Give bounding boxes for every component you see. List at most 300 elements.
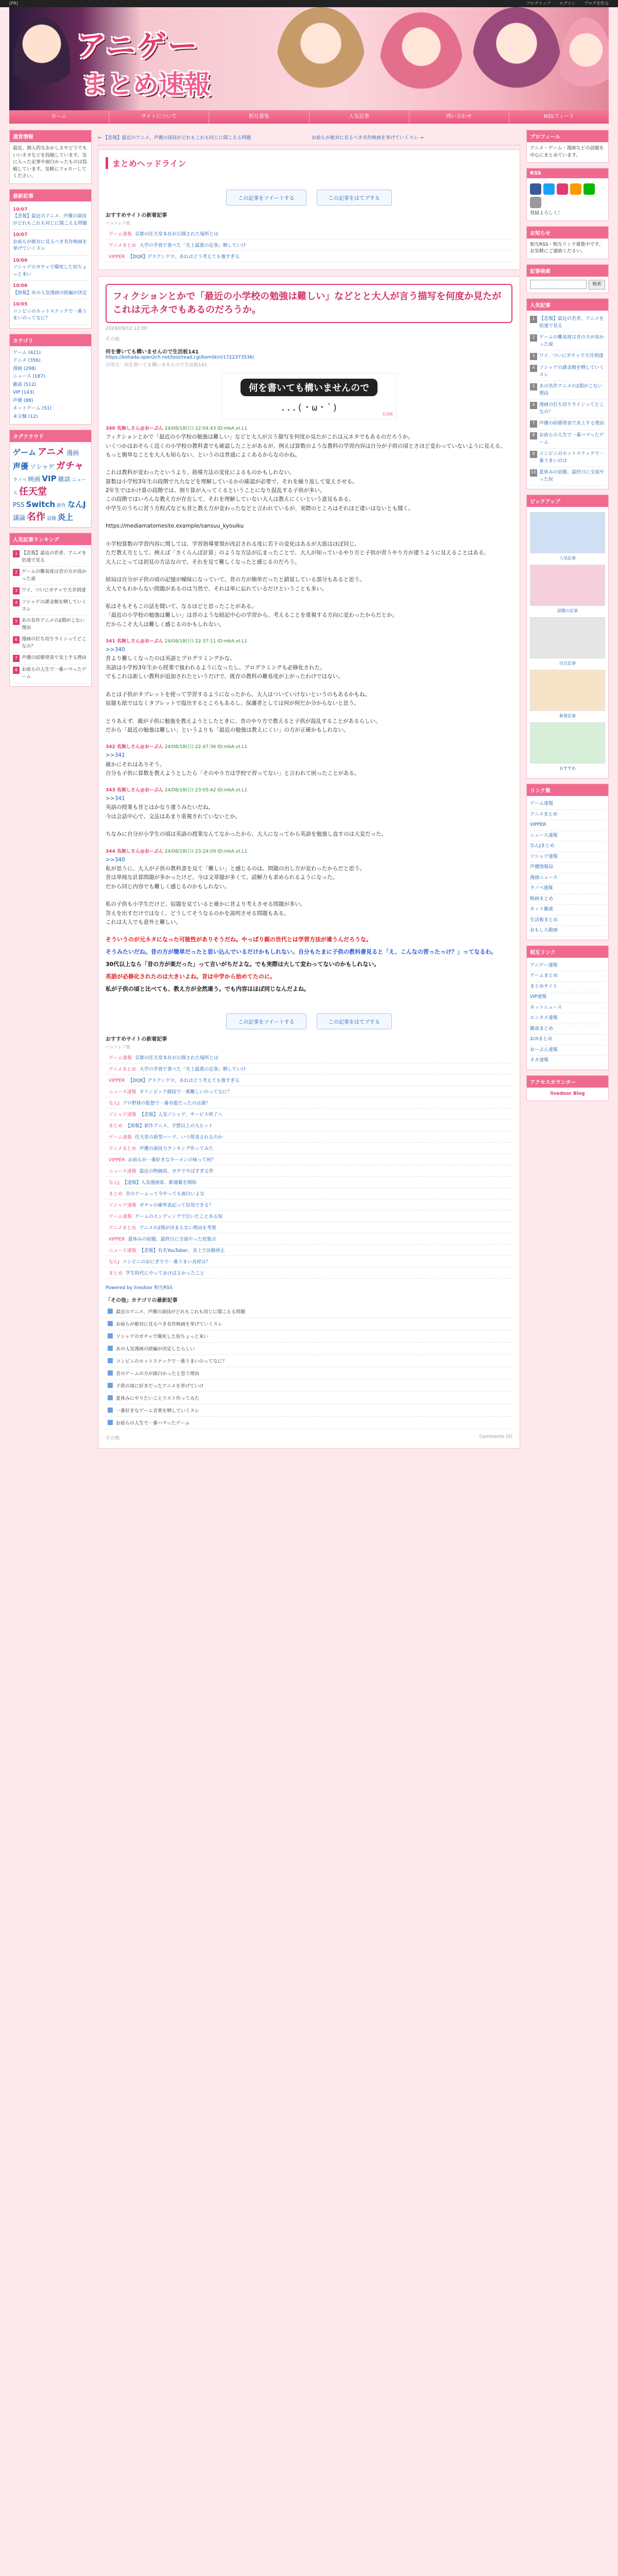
site-logo[interactable]: [76, 12, 246, 105]
related-text: 【DQ8】デスアンゲロ、あれはどう考えても強すぎる: [128, 255, 240, 260]
tag-link[interactable]: 漫画: [66, 449, 79, 456]
pickup-label[interactable]: 人気記事: [559, 556, 576, 561]
category-article[interactable]: [106, 1380, 512, 1392]
tag-link[interactable]: PS5: [13, 501, 25, 509]
post-id: ID:mkA.vt.L1: [217, 744, 248, 750]
related-text: アニメの2期が決まらない理由を考察: [139, 1226, 216, 1231]
rank-number: 4: [530, 365, 537, 372]
category-link[interactable]: ニュース (187): [13, 374, 45, 379]
post-line: だから「最近の勉強は難しい」というよりも「最近の勉強は教えにくい」の方が正確かもしれない。: [106, 726, 349, 733]
tag-link[interactable]: 名作: [27, 512, 46, 522]
rank-number: 5: [13, 618, 20, 625]
post-date: 24/08/18(日) 22:37:11: [163, 639, 218, 645]
related-site: アニメまとめ: [109, 243, 136, 248]
related-item[interactable]: [106, 1109, 512, 1120]
post-id: ID:mkA.vt.L1: [217, 639, 248, 645]
related-item[interactable]: [106, 1165, 512, 1177]
related-sub: ベストレア版: [106, 221, 130, 226]
source-url[interactable]: https://kohada.open2ch.net/test/read.cgi/komiikiri/1722373536/: [106, 355, 254, 361]
about-box: [9, 130, 92, 184]
related-site: アニメまとめ: [109, 1146, 136, 1152]
related-text: 学生時代にやっておけばよかったこと: [126, 1271, 205, 1277]
sidebar-link[interactable]: アニメまとめ: [530, 810, 605, 821]
popular-item[interactable]: [530, 400, 605, 418]
post-line: 英語は小学校3年生から授業で扱われるようになったし、プログラミングも必修化された。: [106, 664, 325, 671]
post-line: [106, 821, 512, 830]
category-link[interactable]: ネットゲーム (51): [13, 406, 52, 411]
article-footer: [106, 1434, 512, 1441]
tag-link[interactable]: 任天堂: [19, 486, 47, 497]
article-title: フィクションとかで「最近の小学校の勉強は難しい」などとと大人が言う描写を何度か見たがこれは元ネタでもあるのだろうか。: [106, 284, 512, 323]
related-text: 【DQ8】デスアンゲロ、あれはどう考えても強すぎる: [128, 1078, 240, 1084]
links2-title: 相互リンク: [527, 946, 608, 958]
post-line: あとは子供がタブレットを使って学習するようになったから、大人はついていけないというのもあるかもね。: [106, 691, 370, 698]
recent-entry[interactable]: 10/05 コンビニのホットスナックで一番うまいのってなに？: [13, 299, 88, 325]
highlight-comments: [106, 935, 512, 993]
recent-box: [9, 189, 92, 329]
highlight-comment: そういうのが元ネタになった可能性がありそうだね。やっぱり親の世代とは学習方法が違うんだろうな。: [106, 936, 372, 943]
post-line: 算数は小学校3年生の段階で九九などを理解しているかの確認が必要で、それを繰り返して覚えさせる。: [106, 478, 358, 485]
share-bar-bottom: [106, 1013, 512, 1029]
sidebar-link[interactable]: 生活板まとめ: [530, 916, 605, 926]
ranking-item[interactable]: [13, 653, 88, 665]
tag-link[interactable]: ゲーム: [13, 448, 37, 457]
popular-title: お前らの人生で一番ハマったゲーム: [539, 433, 604, 445]
ranking-item[interactable]: [13, 665, 88, 683]
popular-item[interactable]: [530, 430, 605, 449]
rss-label: 登録よろしく！: [530, 211, 563, 216]
category-link[interactable]: 漫画 (298): [13, 366, 37, 371]
post-line: 2年生ではかけ算の段階では、割り算が入ってくるということになり混乱する子供が多い。: [106, 487, 325, 494]
rank-number: 6: [530, 402, 537, 409]
topbar-link[interactable]: ブログトップ: [526, 1, 551, 6]
popular-title: 夏休みの宿題、最終日に全部やった奴: [539, 470, 605, 482]
recent-entry[interactable]: 10/07 お前らが絶対に見るべき名作映画を挙げていくスレ: [13, 230, 88, 256]
ranking-item[interactable]: [13, 567, 88, 585]
tag-link[interactable]: ガチャ: [56, 461, 84, 471]
tag-link[interactable]: アニメ: [38, 447, 65, 457]
tag-link[interactable]: 雑談: [58, 476, 71, 483]
tag-link[interactable]: 声優: [13, 462, 29, 471]
thread-post: [106, 743, 512, 778]
tag-link[interactable]: 新作: [57, 503, 66, 509]
rank-number: 9: [530, 451, 537, 458]
tag-link[interactable]: Switch: [26, 499, 56, 509]
related-item[interactable]: [106, 1233, 512, 1245]
search-title: 記事検索: [527, 265, 608, 277]
sidebar-link[interactable]: 雑談まとめ: [530, 1024, 605, 1035]
search-button[interactable]: 検索: [589, 280, 605, 290]
post-id: ID:mkA.vt.L1: [217, 849, 248, 854]
popular-item[interactable]: [530, 418, 605, 430]
popular-item[interactable]: [530, 449, 605, 467]
related-site: アニメまとめ: [109, 1226, 136, 1231]
related-title: おすすめサイトの新着記事: [106, 213, 167, 218]
post-line: 結局は自分が子供の頃の記憶が曖昧になっていて、昔の方が簡単だったと錯覚している部分もあると思う。: [106, 577, 365, 583]
post-line: [106, 460, 512, 468]
post-line: この段階ではいろんな教え方が存在して、それを理解していない大人は教えにくいという意見もある。: [106, 496, 354, 503]
category-article[interactable]: [106, 1343, 512, 1355]
rank-number: 6: [13, 636, 20, 643]
post-line: [106, 708, 512, 717]
post-line: 私が思うに、大人が子供の教科書を見て「難しい」と感じるのは、問題の出し方が変わったからだと思う。: [106, 866, 365, 872]
sidebar-link[interactable]: ソシャゲ速報: [530, 852, 605, 863]
tag-link[interactable]: 話題: [47, 516, 57, 521]
popular-title: 漫画の打ち切りラインってどこなの？: [539, 402, 604, 415]
sidebar-link[interactable]: ラノベ速報: [530, 884, 605, 894]
related-item[interactable]: [106, 1052, 512, 1063]
highlight-comment: 私が子供の頃と比べても、教え方が全然違う。でも内容はほぼ同じなんだよね。: [106, 986, 310, 993]
related-item[interactable]: [106, 1177, 512, 1188]
topbar-link[interactable]: ログイン: [559, 1, 576, 6]
profile-title: プロフィール: [527, 130, 608, 142]
post-line: 確かにそれはありそう。: [106, 761, 165, 768]
popular-item[interactable]: [530, 363, 605, 381]
rank-number: 8: [530, 432, 537, 439]
category-article-title: 夏休みにやりたいことリスト作ってみた: [116, 1396, 199, 1402]
banner-text: 何を書いても構いませんので: [241, 379, 377, 396]
popular-item[interactable]: [530, 467, 605, 486]
next-article-link[interactable]: お前らが絶対に見るべき名作映画を挙げていくスレ →: [312, 135, 424, 141]
related-item[interactable]: [106, 1211, 512, 1222]
post-id: ID:mkA.vt.L1: [217, 788, 248, 793]
related-site: ソシャゲ速報: [109, 1112, 136, 1118]
about-title: 運営情報: [10, 130, 91, 142]
right-sidebar: [526, 130, 609, 1106]
sidebar-link[interactable]: おもしろ動画: [530, 926, 605, 937]
rss-service-icon[interactable]: [530, 197, 541, 208]
post-line: これは大人でも意外と難しい。: [106, 919, 181, 925]
sidebar-link[interactable]: VIPPER: [530, 820, 605, 831]
category-article[interactable]: [106, 1392, 512, 1404]
sidebar-link[interactable]: ゲーム速報: [530, 799, 605, 810]
post-date: 24/08/18(日) 22:47:36: [163, 744, 218, 750]
pickup-thumbnail[interactable]: [530, 512, 605, 553]
post-line: >>340: [106, 856, 125, 863]
rss-service-icon[interactable]: [543, 183, 555, 195]
rank-title: 漫画の打ち切りラインってどこなの？: [22, 637, 87, 649]
post-header: [106, 637, 512, 644]
nav-partner[interactable]: 相互募集: [209, 110, 309, 124]
left-sidebar: [9, 130, 92, 692]
related-item[interactable]: [106, 1063, 512, 1075]
related-text: 昔のゲームって今やっても面白いよな: [126, 1192, 205, 1197]
related-item[interactable]: [106, 1075, 512, 1086]
notice-box: [526, 226, 609, 259]
rank-number: 7: [13, 655, 20, 662]
tweet-button[interactable]: この記事をツイートする: [226, 190, 306, 206]
category-article[interactable]: [106, 1355, 512, 1367]
related-site: VIPPER: [109, 255, 125, 260]
related-item[interactable]: [106, 1097, 512, 1109]
related-site: なんJ: [109, 1180, 119, 1186]
notice-title: お知らせ: [527, 227, 608, 239]
rss-box: [526, 168, 609, 221]
post-header: [106, 786, 512, 793]
related-item[interactable]: [106, 1267, 512, 1279]
related-item[interactable]: [106, 1222, 512, 1233]
recent-entry[interactable]: 10/06 【朗報】あの人気漫画の続編が決定: [13, 281, 88, 299]
recent-title: 最新記事: [10, 190, 91, 201]
footer-comments[interactable]: Comments (0): [479, 1434, 512, 1440]
sidebar-link[interactable]: 映画まとめ: [530, 894, 605, 905]
article-card: [98, 276, 520, 1449]
topbar-link[interactable]: ブログを作る: [584, 1, 609, 6]
category-link[interactable]: 声優 (88): [13, 398, 33, 403]
rank-number: 2: [13, 569, 20, 576]
post-body: [106, 856, 512, 927]
related-site: まとめ: [109, 1192, 123, 1197]
rss-title: RSS: [527, 168, 608, 178]
tagcloud-title: タグクラウド: [10, 430, 91, 442]
related-text: 最近の物価高、ガチでやばすぎる件: [139, 1169, 214, 1175]
category-article[interactable]: [106, 1404, 512, 1417]
notice-text: 相互RSS・相互リンク募集中です。お気軽にご連絡ください。: [530, 242, 604, 254]
sidebar-link[interactable]: ネット雑談: [530, 905, 605, 916]
post-body: [106, 646, 512, 735]
article-icon: [108, 1420, 113, 1425]
nav-contact[interactable]: 問い合わせ: [409, 110, 509, 124]
about-text: 最近、個人的なおかしさやどうでもいいネタなどを投稿しています。気に入った記事や面白かったものは投稿しています。気軽にフォローしてください。: [13, 146, 88, 179]
rss-service-icon[interactable]: [530, 183, 541, 195]
related-item[interactable]: [106, 1120, 512, 1131]
category-article-title: ソシャゲのガチャで爆死した奴ちょっと来い: [116, 1334, 209, 1340]
rank-number: 10: [530, 469, 537, 477]
tag-link[interactable]: なんJ: [67, 499, 86, 509]
rss-service-icon[interactable]: [583, 183, 595, 195]
category-article[interactable]: [106, 1367, 512, 1380]
post-line: https://mediamatomesite.example/sansuu_kyouiku: [106, 523, 244, 530]
category-article[interactable]: [106, 1318, 512, 1330]
search-input[interactable]: [530, 280, 587, 289]
related-item[interactable]: [106, 1154, 512, 1165]
tag-link[interactable]: 映画: [28, 476, 41, 483]
category-link[interactable]: 雑談 (512): [13, 382, 37, 387]
post-body: [106, 794, 512, 839]
sidebar-link[interactable]: 2chまとめ: [530, 1035, 605, 1045]
ranking-item[interactable]: [13, 634, 88, 653]
related-text: ゲームのエンディングで泣いたことある奴: [135, 1214, 223, 1220]
related-text: 声優の演技力ランキング作ってみた: [139, 1146, 214, 1152]
rss-service-icon[interactable]: [570, 183, 581, 195]
related-site: まとめ: [109, 1124, 123, 1129]
pickup-label[interactable]: おすすめ: [559, 766, 576, 771]
sidebar-link[interactable]: なんJまとめ: [530, 841, 605, 852]
related-item[interactable]: [106, 1245, 512, 1256]
highlight-comment: そうみたいだね。昔の方が簡単だったと思い込んでいるだけかもしれない。自分もたまに子供の教科書見ると「え、こんなの習ったっけ？」ってなるわ。: [106, 948, 497, 956]
related-item[interactable]: [106, 240, 512, 251]
related-text: 夏休みの宿題、最終日に全部やった奴集合: [128, 1237, 216, 1243]
tag-link[interactable]: ソシャゲ: [30, 463, 55, 470]
tag-link[interactable]: ラノベ: [13, 478, 27, 483]
popular-title: 声優の結婚発表で炎上する理由: [539, 421, 605, 426]
post-author: 342 名無しさん@おーぷん: [106, 744, 163, 750]
category-latest-title: 「その他」カテゴリの最新記事: [106, 1298, 178, 1304]
thread-post: [106, 848, 512, 927]
hatena-button[interactable]: この記事をはてブする: [317, 190, 392, 206]
recent-entry[interactable]: 10/06 ソシャゲのガチャで爆死した奴ちょっと来い: [13, 256, 88, 281]
category-article[interactable]: [106, 1417, 512, 1429]
category-article[interactable]: [106, 1306, 512, 1318]
rank-number: 2: [530, 334, 537, 342]
sidebar-link[interactable]: おーぷん速報: [530, 1045, 605, 1056]
pickup-thumbnail[interactable]: [530, 670, 605, 711]
category-link[interactable]: VIP (143): [13, 390, 35, 395]
ranking-item[interactable]: [13, 616, 88, 634]
related-item[interactable]: [106, 1143, 512, 1154]
related-item[interactable]: [106, 1256, 512, 1267]
related-item[interactable]: [106, 1131, 512, 1143]
rank-title: お前らの人生で一番ハマったゲーム: [22, 667, 87, 680]
popular-title: ワイ、ついにガチャで天井到達: [539, 353, 604, 359]
thread-banner-image: [221, 373, 397, 419]
category-article-title: お前らの人生で一番ハマったゲーム: [116, 1421, 190, 1427]
footer-category[interactable]: その他: [106, 1436, 120, 1442]
related-text: 【速報】人気漫画家、新連載を開始: [122, 1180, 197, 1186]
powered-by[interactable]: Powered by livedoor 相互RSS: [106, 1285, 173, 1291]
post-line: これは教科が変わったというより、指導方法の変化によるものかもしれない。: [106, 469, 295, 476]
related-site: VIPPER: [109, 1237, 125, 1243]
rank-title: ワイ、ついにガチャで天井到達: [22, 588, 86, 593]
post-line: [106, 567, 512, 575]
links2-box: [526, 945, 609, 1070]
post-id: ID:mkA.vt.L1: [217, 426, 248, 432]
sidebar-link[interactable]: ネタ速報: [530, 1056, 605, 1066]
tag-link[interactable]: VIP: [42, 474, 57, 483]
category-article[interactable]: [106, 1330, 512, 1343]
post-body: [106, 751, 512, 778]
related-item[interactable]: [106, 228, 512, 240]
post-line: 英語の授業も昔とはかなり違うみたいだね。: [106, 804, 214, 811]
hatena-button[interactable]: この記事をはてブする: [317, 1013, 392, 1029]
recent-entry[interactable]: 10/07 【悲報】最近のアニメ、声優の演技がどれもこれも同じに聞こえる問題: [13, 205, 88, 230]
counter-title: アクセスカウンター: [527, 1076, 608, 1088]
popular-item[interactable]: [530, 332, 605, 351]
post-line: 昔は単純な計算問題が多かったけど、今は文章題が多くて、読解力も求められるようになった。: [106, 874, 338, 881]
post-line: 今は会話中心で、文法はあまり重視されていないとか。: [106, 813, 241, 820]
tag-link[interactable]: ニュース: [13, 478, 86, 496]
category-article-title: あの人気漫画の続編が決定したらしい: [116, 1347, 195, 1352]
site-header[interactable]: [9, 7, 609, 110]
rank-number: 3: [530, 353, 537, 360]
related-site: なんJ: [109, 1260, 119, 1265]
nav-about[interactable]: サイトについて: [109, 110, 209, 124]
related-item[interactable]: [106, 1188, 512, 1199]
pickup-label[interactable]: 注目記事: [559, 661, 576, 666]
tag-link[interactable]: 議論: [13, 514, 26, 521]
pickup-title: ピックアップ: [527, 495, 608, 507]
counter-brand[interactable]: livedoor Blog: [550, 1091, 585, 1096]
post-line: もっと簡単なことを大人も知らない、というのは普通によくあるからなのかね。: [106, 451, 300, 458]
related-text: 【悲報】人気ソシャゲ、サービス終了へ: [139, 1112, 223, 1118]
related-item[interactable]: [106, 1086, 512, 1097]
post-author: 340 名無しさん@おーぷん: [106, 426, 163, 432]
article-icon: [108, 1333, 113, 1338]
profile-box: [526, 130, 609, 163]
related-text: 【悲報】有名YouTuber、炎上で活動休止: [139, 1248, 225, 1254]
thread-posts: [106, 425, 512, 927]
header-character-image: [473, 7, 560, 110]
pickup-thumbnail[interactable]: [530, 617, 605, 658]
post-line: [106, 891, 512, 900]
post-line: だから同じ内容でも難しく感じるのかもしれない。: [106, 883, 230, 890]
post-header: [106, 848, 512, 854]
category-link[interactable]: その他: [106, 337, 120, 343]
sidebar-link[interactable]: エンタメ速報: [530, 1013, 605, 1024]
category-link[interactable]: 未分類 (12): [13, 414, 38, 419]
related-site: ニュース速報: [109, 1169, 136, 1175]
popular-item[interactable]: [530, 314, 605, 332]
sidebar-link[interactable]: まとめサイト: [530, 982, 605, 993]
category-latest-list: [106, 1306, 512, 1429]
tweet-button[interactable]: この記事をツイートする: [226, 1013, 306, 1029]
related-list: [106, 228, 512, 262]
sidebar-link[interactable]: 声優情報局: [530, 862, 605, 873]
nav-rss[interactable]: RSSフィード: [544, 114, 574, 120]
links-title: リンク集: [527, 784, 608, 796]
post-line: 大人にとっては初見の方法なので、それを見て難しくなったと感じるのだろう。: [106, 558, 300, 565]
popular-item[interactable]: [530, 381, 605, 400]
sidebar-link[interactable]: VIP速報: [530, 992, 605, 1003]
popular-title: ソシャゲの課金額を晒していくスレ: [539, 365, 604, 378]
post-line: 私はそもそもこの話を聞いて、なるほどと思ったことがある。: [106, 603, 257, 610]
profile-text: アニメ・ゲーム・漫画などの話題を中心にまとめています。: [530, 146, 604, 158]
related-item[interactable]: [106, 1199, 512, 1211]
sidebar-link[interactable]: アニゲー速報: [530, 961, 605, 972]
ranking-item[interactable]: [13, 548, 88, 567]
right-ranking-box: [526, 298, 609, 489]
post-line: [106, 531, 512, 540]
pickup-label[interactable]: 新着記事: [559, 714, 576, 718]
pickup-thumbnail[interactable]: [530, 565, 605, 606]
rank-number: 7: [530, 420, 537, 428]
pickup-thumbnail[interactable]: [530, 722, 605, 764]
related-site: なんJ: [109, 1101, 119, 1107]
tag-link[interactable]: 炎上: [58, 513, 74, 522]
header-character-image: [380, 12, 462, 110]
post-date: 24/08/18(日) 22:04:43: [163, 426, 218, 432]
top-bar: [0, 0, 618, 7]
thread-post: [106, 425, 512, 629]
sidebar-link[interactable]: 漫画ニュース: [530, 873, 605, 884]
prev-article-link[interactable]: ← 【悲報】最近のアニメ、声優の演技がどれもこれも同じに聞こえる問題: [98, 135, 251, 141]
post-line: 答えを出すだけではなく、どうしてそうなるのかを説明させる問題もある。: [106, 910, 289, 917]
ranking-item[interactable]: [13, 597, 88, 616]
related-item[interactable]: [106, 251, 512, 262]
category-article-title: コンビニのホットスナックで一番うまいのってなに？: [116, 1359, 227, 1365]
related-site: ゲーム速報: [109, 1056, 132, 1061]
category-article-title: 子供の頃に好きだったアニメを挙げていけ: [116, 1384, 204, 1389]
sidebar-link[interactable]: ニュース速報: [530, 831, 605, 842]
ranking-item[interactable]: [13, 585, 88, 597]
popular-item[interactable]: [530, 351, 605, 363]
nav-home[interactable]: ホーム: [9, 110, 109, 124]
related-text: 【朗報】新作アニメ、予想以上の大ヒット: [126, 1124, 213, 1129]
nav-popular[interactable]: 人気記事: [310, 110, 409, 124]
related2-sub: ベストレア版: [106, 1045, 130, 1050]
article-icon: [108, 1383, 113, 1388]
rss-service-icon[interactable]: [557, 183, 568, 195]
rank-title: あの名作アニメの2期がこない理由: [22, 618, 85, 631]
related-text: 京都の任天堂本社が公開された場所とは: [135, 1056, 219, 1061]
post-line: [106, 513, 512, 522]
category-link[interactable]: アニメ (356): [13, 358, 41, 363]
pickup-label[interactable]: 話題の記事: [557, 608, 578, 613]
category-link[interactable]: ゲーム (421): [13, 350, 41, 355]
post-author: 341 名無しさん@おーぷん: [106, 639, 163, 645]
sidebar-link[interactable]: ネットニュース: [530, 1003, 605, 1014]
sidebar-link[interactable]: ゲームまとめ: [530, 971, 605, 982]
